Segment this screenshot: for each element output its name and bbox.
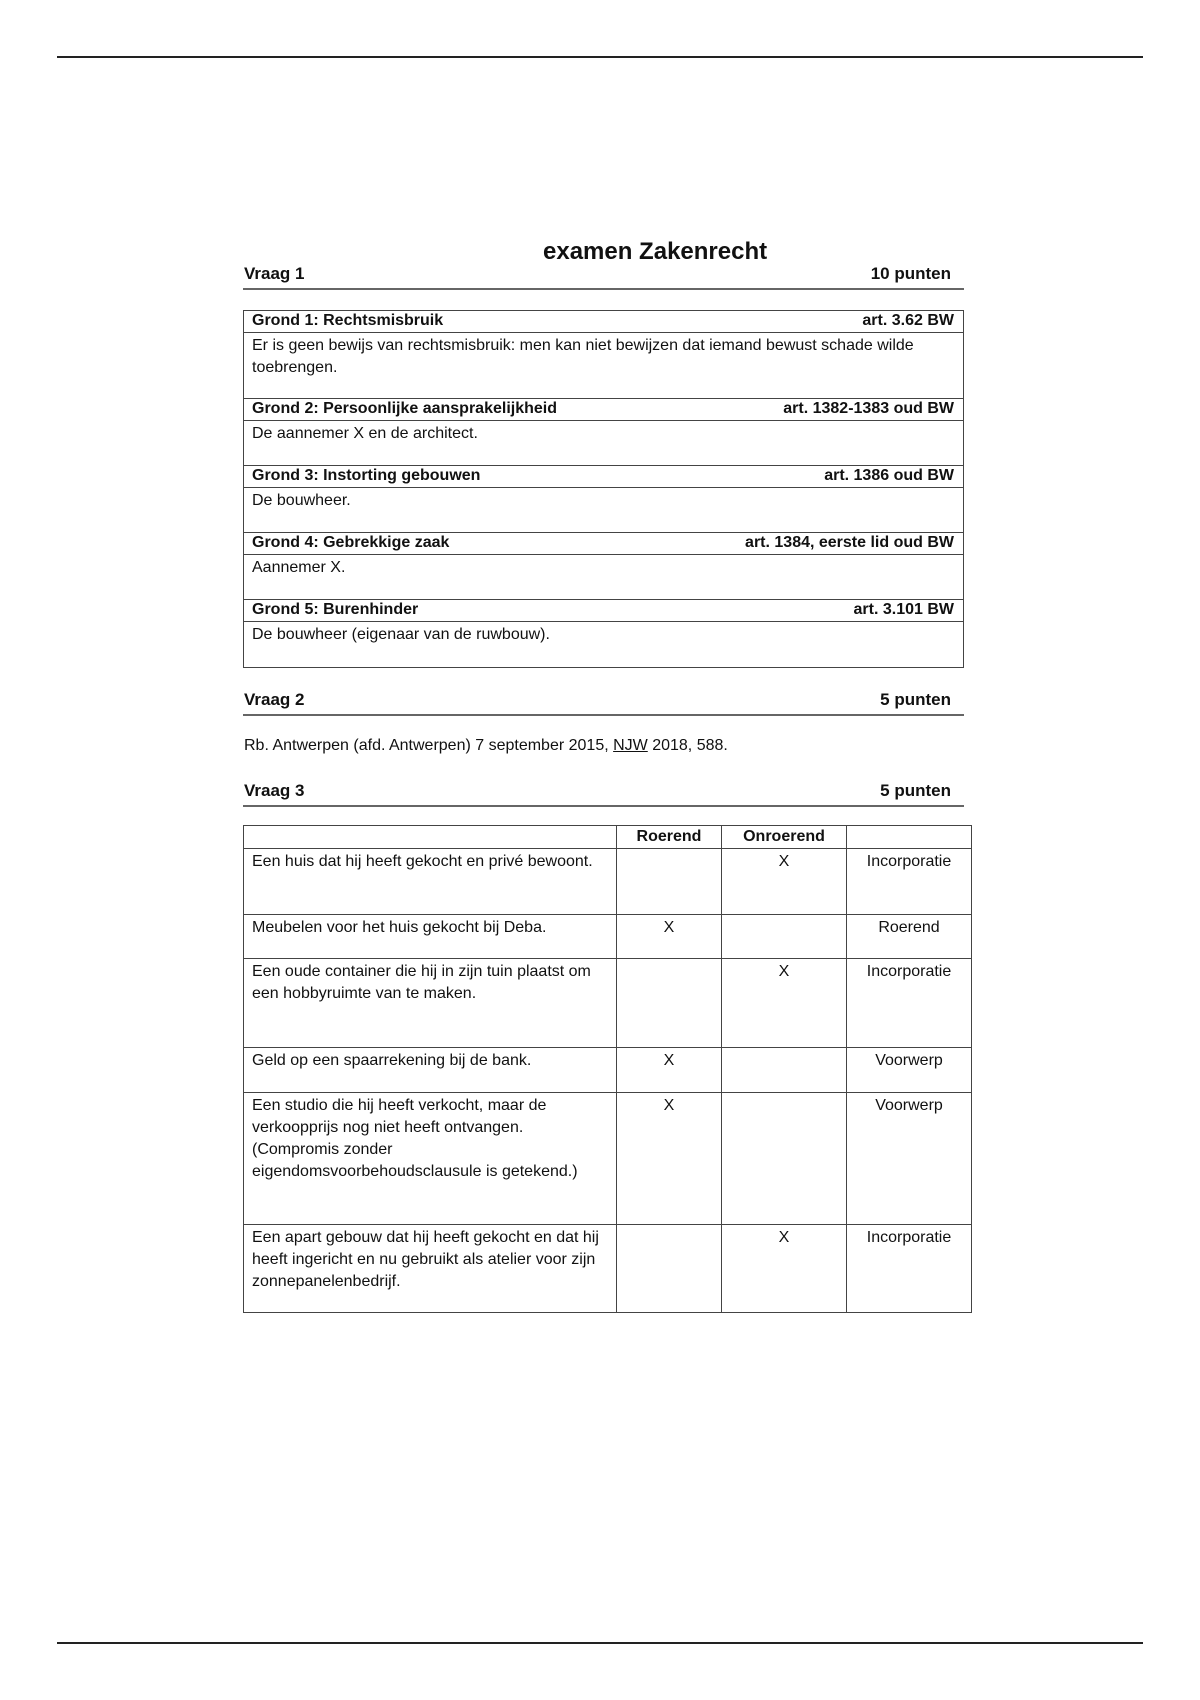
ground-4 <box>244 532 963 581</box>
ground-4-article: art. 1384, eerste lid oud BW <box>745 534 954 551</box>
vraag2-answer <box>244 737 728 755</box>
table-row <box>244 849 972 915</box>
grounds-box <box>243 310 964 668</box>
vraag2-answer-prefix: Rb. Antwerpen (afd. Antwerpen) 7 september 2015, <box>244 737 614 754</box>
table-row <box>244 959 972 1048</box>
row-roerend <box>617 959 722 1048</box>
row-item: Geld op een spaarrekening bij de bank. <box>244 1048 617 1093</box>
row-roerend: X <box>617 1048 722 1093</box>
vraag1-header <box>243 264 964 290</box>
ground-5-article: art. 3.101 BW <box>853 601 954 618</box>
row-reason: Voorwerp <box>847 1093 972 1225</box>
ground-3-header <box>244 466 963 488</box>
row-onroerend: X <box>722 1225 847 1313</box>
table-row <box>244 1093 972 1225</box>
ground-2-header <box>244 399 963 421</box>
page-bottom-rule <box>57 1642 1143 1644</box>
vraag3-table <box>243 825 972 1313</box>
row-reason: Incorporatie <box>847 849 972 915</box>
ground-5-text: De bouwheer (eigenaar van de ruwbouw). <box>252 626 550 643</box>
row-item: Een apart gebouw dat hij heeft gekocht en dat hij heeft ingericht en nu gebruikt als atelier voor zijn zonnepanelenbedrijf. <box>244 1225 617 1313</box>
table-row <box>244 1225 972 1313</box>
page-top-rule <box>57 56 1143 58</box>
ground-2-text: De aannemer X en de architect. <box>252 425 478 442</box>
ground-1-text: Er is geen bewijs van rechtsmisbruik: men kan niet bewijzen dat iemand bewust schade wilde toebrengen. <box>252 337 914 376</box>
row-onroerend <box>722 1093 847 1225</box>
ground-5-header <box>244 600 963 622</box>
row-roerend <box>617 1225 722 1313</box>
table-header-roerend: Roerend <box>617 826 722 849</box>
vraag1-label: Vraag 1 <box>244 264 305 283</box>
vraag2-label: Vraag 2 <box>244 690 305 709</box>
table-row <box>244 915 972 959</box>
vraag3-label: Vraag 3 <box>244 781 305 800</box>
row-roerend: X <box>617 1093 722 1225</box>
row-reason: Roerend <box>847 915 972 959</box>
table-header-reason <box>847 826 972 849</box>
row-roerend <box>617 849 722 915</box>
table-header-item <box>244 826 617 849</box>
row-item: Meubelen voor het huis gekocht bij Deba. <box>244 915 617 959</box>
ground-4-text: Aannemer X. <box>252 559 346 576</box>
vraag2-header <box>243 690 964 716</box>
row-roerend: X <box>617 915 722 959</box>
exam-title: examen Zakenrecht <box>543 238 768 265</box>
ground-4-name: Grond 4: Gebrekkige zaak <box>252 534 450 551</box>
row-onroerend <box>722 915 847 959</box>
ground-3-name: Grond 3: Instorting gebouwen <box>252 467 481 484</box>
row-onroerend <box>722 1048 847 1093</box>
vraag2-answer-suffix: 2018, 588. <box>647 737 728 754</box>
ground-1 <box>244 311 963 381</box>
vraag2-answer-source: NJW <box>613 737 648 754</box>
row-item: Een huis dat hij heeft gekocht en privé bewoont. <box>244 849 617 915</box>
row-item: Een oude container die hij in zijn tuin plaatst om een hobbyruimte van te maken. <box>244 959 617 1048</box>
ground-3-article: art. 1386 oud BW <box>824 467 954 484</box>
row-item: Een studio die hij heeft verkocht, maar de verkoopprijs nog niet heeft ontvangen. (Compromis zonder eigendomsvoorbehoudsclausule is getekend.) <box>244 1093 617 1225</box>
ground-3-text: De bouwheer. <box>252 492 351 509</box>
row-reason: Incorporatie <box>847 959 972 1048</box>
row-reason: Incorporatie <box>847 1225 972 1313</box>
row-onroerend: X <box>722 849 847 915</box>
ground-1-name: Grond 1: Rechtsmisbruik <box>252 312 444 329</box>
ground-1-article: art. 3.62 BW <box>862 312 954 329</box>
vraag1-points: 10 punten <box>870 264 951 283</box>
table-header-onroerend: Onroerend <box>722 826 847 849</box>
ground-1-header <box>244 311 963 333</box>
ground-2 <box>244 398 963 447</box>
ground-5-name: Grond 5: Burenhinder <box>252 601 419 618</box>
row-onroerend: X <box>722 959 847 1048</box>
table-header-row <box>244 826 972 849</box>
vraag3-header <box>243 781 964 807</box>
row-reason: Voorwerp <box>847 1048 972 1093</box>
ground-2-name: Grond 2: Persoonlijke aansprakelijkheid <box>252 400 557 417</box>
ground-4-header <box>244 533 963 555</box>
table-row <box>244 1048 972 1093</box>
ground-2-article: art. 1382-1383 oud BW <box>783 400 954 417</box>
ground-3 <box>244 465 963 514</box>
vraag3-points: 5 punten <box>880 781 951 800</box>
ground-5 <box>244 599 963 648</box>
vraag2-points: 5 punten <box>880 690 951 709</box>
